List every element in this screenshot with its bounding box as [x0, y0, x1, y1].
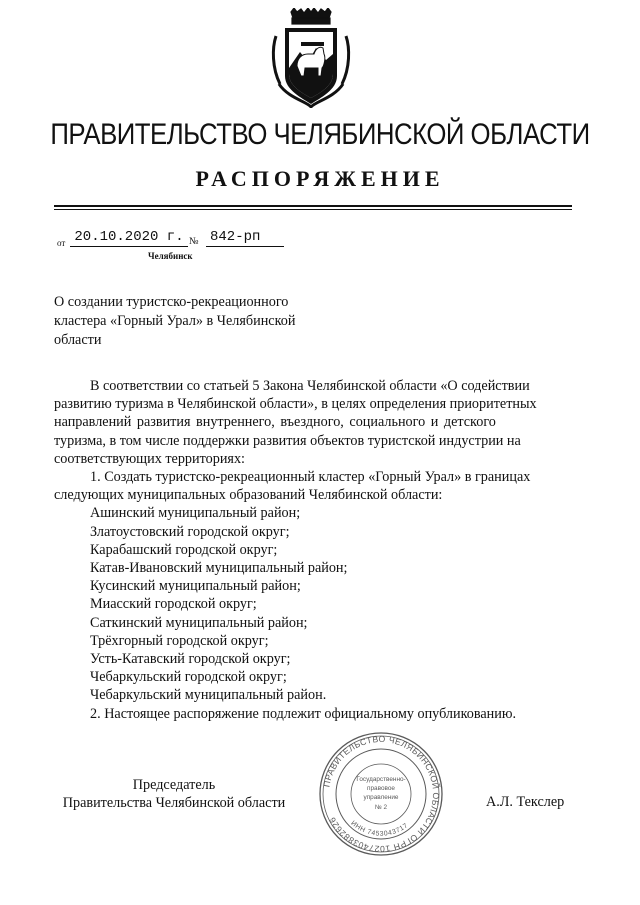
seal-outer-text: ПРАВИТЕЛЬСТВО ЧЕЛЯБИНСКОЙ ОБЛАСТИ ОГРН 1027403882626 [321, 733, 442, 855]
municipality-item: Чебаркульский муниципальный район. [90, 687, 327, 704]
preamble-line: направлений развития внутреннего, въездного, социального и детского [54, 414, 496, 431]
signatory-name: А.Л. Текслер [486, 794, 565, 810]
item1-line: следующих муниципальных образований Челябинской области: [54, 487, 443, 504]
seal-inner-line: Государственно- [356, 776, 406, 783]
municipality-item: Саткинский муниципальный район; [90, 614, 308, 631]
municipality-item: Катав-Ивановский муниципальный район; [90, 560, 348, 577]
document-date: 20.10.2020 г. [70, 229, 188, 247]
municipality-item: Кусинский муниципальный район; [90, 578, 301, 595]
signatory-title [54, 776, 294, 812]
municipality-item: Карабашский городской округ; [90, 541, 278, 558]
subject-line: области [54, 332, 102, 348]
item2-text: 2. Настоящее распоряжение подлежит официальному опубликованию. [90, 705, 517, 722]
document-subject [54, 293, 334, 350]
header-divider-thin [54, 209, 572, 210]
number-label: № [189, 236, 199, 247]
coat-of-arms-icon [268, 8, 354, 108]
municipality-item: Чебаркульский городской округ; [90, 669, 287, 686]
preamble-line: развитию туризма в Челябинской области», в целях определения приоритетных [54, 396, 537, 413]
header-divider-thick [54, 205, 572, 207]
issue-city: Челябинск [148, 251, 193, 261]
municipality-item: Златоустовский городской округ; [90, 523, 290, 540]
seal-inner-line: № 2 [374, 804, 388, 811]
document-body [54, 377, 572, 723]
government-title: ПРАВИТЕЛЬСТВО ЧЕЛЯБИНСКОЙ ОБЛАСТИ [50, 118, 590, 151]
preamble-line: В соответствии со статьей 5 Закона Челябинской области «О содействии [90, 378, 530, 394]
signatory-title-line: Правительства Челябинской области [62, 795, 286, 811]
item1-line: 1. Создать туристско-рекреационный кластер «Горный Урал» в границах [90, 469, 531, 486]
municipality-item: Миасский городской округ; [90, 596, 257, 613]
subject-line: кластера «Горный Урал» в Челябинской [54, 313, 296, 329]
preamble-line: туризма, в том числе поддержки развития объектов туристской индустрии на [54, 432, 521, 449]
official-seal-stamp [318, 731, 444, 857]
seal-inner-line: правовое [367, 785, 395, 792]
subject-line: О создании туристско-рекреационного [54, 294, 289, 310]
municipality-item: Ашинский муниципальный район; [90, 505, 301, 522]
municipality-item: Трёхгорный городской округ; [90, 632, 269, 649]
signatory-title-line: Председатель [132, 777, 216, 793]
seal-inner-line: управление [363, 794, 399, 801]
document-type-heading: РАСПОРЯЖЕНИЕ [195, 166, 445, 191]
municipality-item: Усть-Катавский городской округ; [90, 651, 291, 668]
document-number: 842-рп [206, 229, 284, 247]
preamble-line: соответствующих территориях: [54, 450, 245, 467]
date-label: от [57, 238, 66, 248]
seal-inn-text: ИНН 7453043717 [349, 819, 410, 838]
